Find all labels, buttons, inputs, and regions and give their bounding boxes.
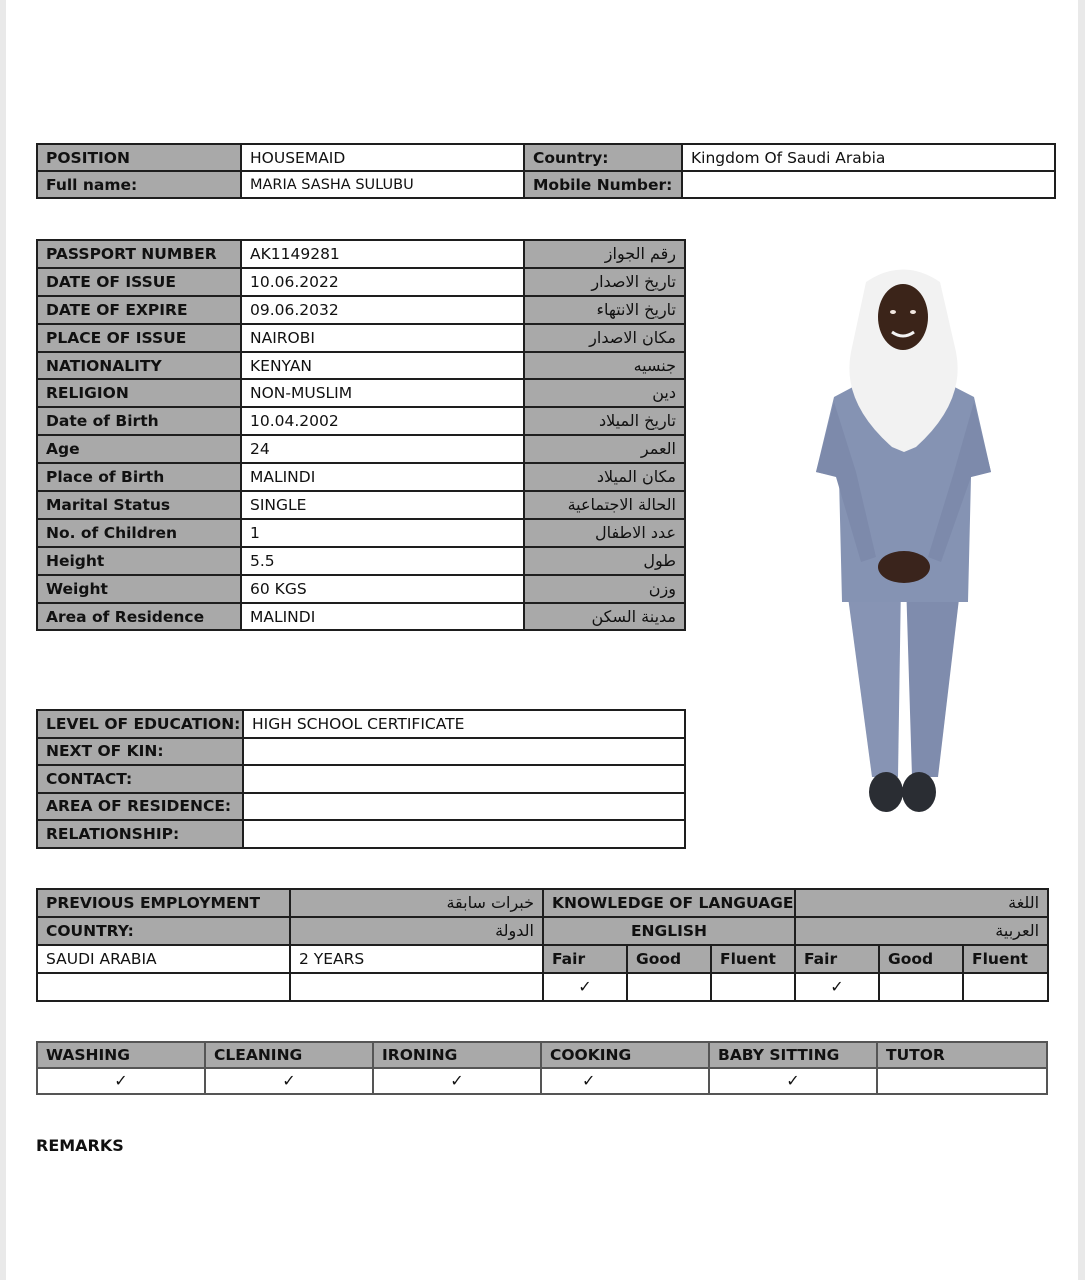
empty-cell bbox=[290, 973, 543, 1001]
skill-tutor-label: TUTOR bbox=[877, 1042, 1047, 1068]
passport-row bbox=[37, 519, 685, 547]
passport-field-value: KENYAN bbox=[241, 352, 524, 380]
position-row bbox=[37, 144, 1055, 171]
passport-field-value: 5.5 bbox=[241, 547, 524, 575]
position-label: POSITION bbox=[37, 144, 241, 171]
passport-field-arabic: دين bbox=[524, 379, 685, 407]
skills-check-row bbox=[37, 1068, 1047, 1094]
arabic-language-label: العربية bbox=[795, 917, 1048, 945]
position-value: HOUSEMAID bbox=[241, 144, 524, 171]
passport-field-arabic: تاريخ الاصدار bbox=[524, 268, 685, 296]
passport-field-label: DATE OF ISSUE bbox=[37, 268, 241, 296]
passport-row bbox=[37, 379, 685, 407]
skill-washing-check: ✓ bbox=[37, 1068, 205, 1094]
employment-duration-value: 2 YEARS bbox=[290, 945, 543, 973]
empty-cell bbox=[37, 973, 290, 1001]
skill-cooking-label: COOKING bbox=[541, 1042, 709, 1068]
education-row bbox=[37, 738, 685, 766]
employment-header-row bbox=[37, 889, 1048, 917]
candidate-photo bbox=[806, 262, 1001, 820]
passport-field-value: MALINDI bbox=[241, 603, 524, 631]
employment-country-value: SAUDI ARABIA bbox=[37, 945, 290, 973]
skill-washing-label: WASHING bbox=[37, 1042, 205, 1068]
passport-field-arabic: مكان الميلاد bbox=[524, 463, 685, 491]
passport-field-value: 10.04.2002 bbox=[241, 407, 524, 435]
skills-table bbox=[36, 1041, 1048, 1095]
education-row bbox=[37, 820, 685, 848]
passport-field-label: DATE OF EXPIRE bbox=[37, 296, 241, 324]
position-table bbox=[36, 143, 1056, 199]
education-table bbox=[36, 709, 686, 849]
english-label: ENGLISH bbox=[543, 917, 795, 945]
country-arabic-label: الدولة bbox=[290, 917, 543, 945]
arabic-fair-label: Fair bbox=[795, 945, 879, 973]
passport-field-value: AK1149281 bbox=[241, 240, 524, 268]
passport-field-arabic: تاريخ الانتهاء bbox=[524, 296, 685, 324]
skill-tutor-check bbox=[877, 1068, 1047, 1094]
passport-row bbox=[37, 407, 685, 435]
education-field-label: CONTACT: bbox=[37, 765, 243, 793]
skill-babysitting-label: BABY SITTING bbox=[709, 1042, 877, 1068]
education-field-value bbox=[243, 793, 685, 821]
passport-field-label: Height bbox=[37, 547, 241, 575]
fullname-value: MARIA SASHA SULUBU bbox=[241, 171, 524, 198]
country-label-emp: COUNTRY: bbox=[37, 917, 290, 945]
passport-field-arabic: عدد الاطفال bbox=[524, 519, 685, 547]
document-sheet bbox=[6, 0, 1078, 1280]
english-fair-label: Fair bbox=[543, 945, 627, 973]
passport-row bbox=[37, 296, 685, 324]
passport-row bbox=[37, 435, 685, 463]
passport-field-label: Area of Residence bbox=[37, 603, 241, 631]
arabic-fair-check: ✓ bbox=[795, 973, 879, 1001]
passport-field-label: Marital Status bbox=[37, 491, 241, 519]
remarks-label: REMARKS bbox=[36, 1136, 124, 1155]
education-field-value: HIGH SCHOOL CERTIFICATE bbox=[243, 710, 685, 738]
passport-field-arabic: جنسيه bbox=[524, 352, 685, 380]
passport-field-label: Weight bbox=[37, 575, 241, 603]
passport-field-label: NATIONALITY bbox=[37, 352, 241, 380]
passport-row bbox=[37, 324, 685, 352]
passport-field-label: Date of Birth bbox=[37, 407, 241, 435]
skill-ironing-label: IRONING bbox=[373, 1042, 541, 1068]
passport-table bbox=[36, 239, 686, 631]
passport-field-label: Place of Birth bbox=[37, 463, 241, 491]
passport-field-value: SINGLE bbox=[241, 491, 524, 519]
fullname-label: Full name: bbox=[37, 171, 241, 198]
education-field-label: RELATIONSHIP: bbox=[37, 820, 243, 848]
passport-field-label: PLACE OF ISSUE bbox=[37, 324, 241, 352]
english-good-check bbox=[627, 973, 711, 1001]
education-field-label: AREA OF RESIDENCE: bbox=[37, 793, 243, 821]
education-field-label: NEXT OF KIN: bbox=[37, 738, 243, 766]
passport-field-arabic: تاريخ الميلاد bbox=[524, 407, 685, 435]
passport-row bbox=[37, 352, 685, 380]
country-value: Kingdom Of Saudi Arabia bbox=[682, 144, 1055, 171]
english-good-label: Good bbox=[627, 945, 711, 973]
previous-employment-label: PREVIOUS EMPLOYMENT bbox=[37, 889, 290, 917]
passport-field-arabic: مكان الاصدار bbox=[524, 324, 685, 352]
employment-language-table bbox=[36, 888, 1049, 1002]
passport-field-label: RELIGION bbox=[37, 379, 241, 407]
passport-field-arabic: رقم الجواز bbox=[524, 240, 685, 268]
language-arabic-label: اللغة bbox=[795, 889, 1048, 917]
english-fluent-label: Fluent bbox=[711, 945, 795, 973]
passport-field-arabic: طول bbox=[524, 547, 685, 575]
arabic-fluent-check bbox=[963, 973, 1048, 1001]
education-field-value bbox=[243, 738, 685, 766]
passport-field-arabic: الحالة الاجتماعية bbox=[524, 491, 685, 519]
english-fair-check: ✓ bbox=[543, 973, 627, 1001]
country-label: Country: bbox=[524, 144, 682, 171]
skill-cleaning-label: CLEANING bbox=[205, 1042, 373, 1068]
passport-field-label: Age bbox=[37, 435, 241, 463]
passport-field-label: No. of Children bbox=[37, 519, 241, 547]
mobile-label: Mobile Number: bbox=[524, 171, 682, 198]
language-knowledge-label: KNOWLEDGE OF LANGUAGE bbox=[543, 889, 795, 917]
skill-babysitting-check: ✓ bbox=[709, 1068, 877, 1094]
skills-header-row bbox=[37, 1042, 1047, 1068]
passport-field-label: PASSPORT NUMBER bbox=[37, 240, 241, 268]
passport-field-value: 1 bbox=[241, 519, 524, 547]
mobile-value bbox=[682, 171, 1055, 198]
employment-country-row bbox=[37, 917, 1048, 945]
passport-field-arabic: وزن bbox=[524, 575, 685, 603]
passport-row bbox=[37, 547, 685, 575]
skill-cleaning-check: ✓ bbox=[205, 1068, 373, 1094]
education-field-label: LEVEL OF EDUCATION: bbox=[37, 710, 243, 738]
passport-row bbox=[37, 491, 685, 519]
passport-field-value: NAIROBI bbox=[241, 324, 524, 352]
passport-field-arabic: مدينة السكن bbox=[524, 603, 685, 631]
education-row bbox=[37, 710, 685, 738]
education-row bbox=[37, 793, 685, 821]
arabic-fluent-label: Fluent bbox=[963, 945, 1048, 973]
english-fluent-check bbox=[711, 973, 795, 1001]
passport-row bbox=[37, 603, 685, 631]
skill-cooking-check: ✓ bbox=[541, 1068, 709, 1094]
passport-field-value: 10.06.2022 bbox=[241, 268, 524, 296]
fullname-row bbox=[37, 171, 1055, 198]
arabic-good-label: Good bbox=[879, 945, 963, 973]
previous-employment-arabic: خبرات سابقة bbox=[290, 889, 543, 917]
passport-field-value: 24 bbox=[241, 435, 524, 463]
passport-row bbox=[37, 463, 685, 491]
passport-field-arabic: العمر bbox=[524, 435, 685, 463]
education-field-value bbox=[243, 820, 685, 848]
passport-row bbox=[37, 268, 685, 296]
arabic-good-check bbox=[879, 973, 963, 1001]
passport-field-value: NON-MUSLIM bbox=[241, 379, 524, 407]
passport-field-value: MALINDI bbox=[241, 463, 524, 491]
education-field-value bbox=[243, 765, 685, 793]
passport-row bbox=[37, 575, 685, 603]
language-check-row bbox=[37, 973, 1048, 1001]
passport-field-value: 09.06.2032 bbox=[241, 296, 524, 324]
passport-row bbox=[37, 240, 685, 268]
skill-ironing-check: ✓ bbox=[373, 1068, 541, 1094]
employment-value-row bbox=[37, 945, 1048, 973]
passport-field-value: 60 KGS bbox=[241, 575, 524, 603]
education-row bbox=[37, 765, 685, 793]
